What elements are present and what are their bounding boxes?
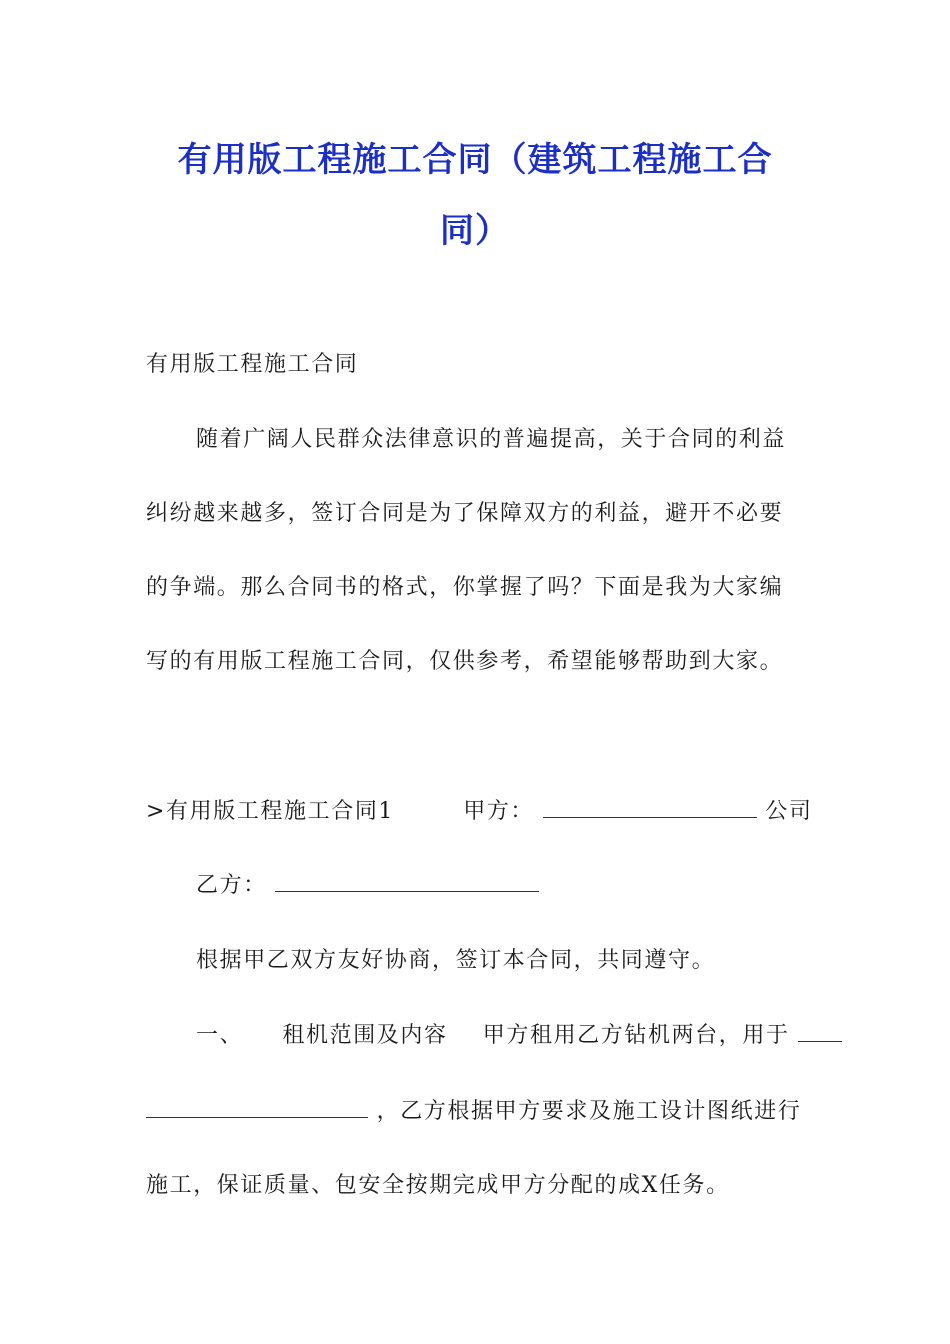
party-a-suffix: 公司 <box>765 799 813 824</box>
intro-line-1: 随着广阔人民群众法律意识的普遍提高，关于合同的利益 <box>196 427 787 452</box>
party-b-line <box>196 868 539 899</box>
subtitle: 有用版工程施工合同 <box>146 352 359 377</box>
agreement-text: 根据甲乙双方友好协商，签订本合同，共同遵守。 <box>196 948 716 973</box>
section-1-text-b: ，乙方根据甲方要求及施工设计图纸进行 <box>376 1099 802 1124</box>
party-b-blank <box>275 873 539 892</box>
document-title-line-1: 有用版工程施工合同（建筑工程施工合 <box>177 140 773 180</box>
party-a-blank <box>543 799 757 818</box>
section-1-blank-a <box>798 1023 842 1042</box>
intro-line-3: 的争端。那么合同书的格式，你掌握了吗？下面是我为大家编 <box>146 575 784 600</box>
section-1-line-2 <box>146 1094 801 1125</box>
party-b-label: 乙方： <box>196 873 267 898</box>
section-1-blank-b <box>146 1099 368 1118</box>
party-a-label: 甲方： <box>463 799 535 824</box>
section-1-line-1 <box>196 1018 842 1049</box>
section-1-text-a: 甲方租用乙方钻机两台，用于 <box>482 1023 790 1048</box>
section-1-title: 租机范围及内容 <box>282 1023 448 1048</box>
section-1-number: 一、 <box>196 1023 244 1048</box>
contract-heading-line <box>146 794 812 825</box>
document-title-line-2: 同） <box>440 211 510 251</box>
intro-line-2: 纠纷越来越多，签订合同是为了保障双方的利益，避开不必要 <box>146 501 784 526</box>
section-1-line-3: 施工，保证质量、包安全按期完成甲方分配的成X任务。 <box>146 1173 730 1198</box>
intro-line-4: 写的有用版工程施工合同，仅供参考，希望能够帮助到大家。 <box>146 649 784 674</box>
contract-heading: >有用版工程施工合同1 <box>146 799 395 824</box>
